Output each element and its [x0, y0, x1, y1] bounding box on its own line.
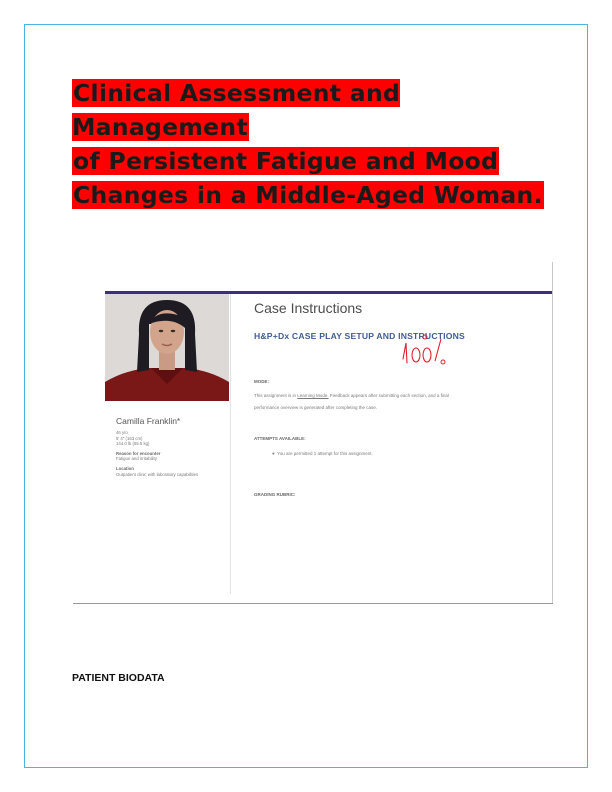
case-heading: Case Instructions: [254, 300, 363, 316]
patient-name: Camilla Franklin*: [116, 416, 181, 426]
location-value: Outpatient clinic with laboratory capabilities: [116, 471, 199, 477]
mode-label: MODE:: [254, 379, 269, 384]
title-line-3: Changes in a Middle-Aged Woman.: [73, 181, 543, 209]
attempts-item: ● You are permitted 1 attempt for this assignment.: [272, 451, 373, 456]
handwritten-score-annotation: [399, 329, 449, 375]
embedded-screenshot: [73, 262, 553, 604]
patient-info: [116, 416, 226, 477]
grading-label: GRADING RUBRIC:: [254, 492, 296, 497]
panel-divider: [230, 294, 231, 594]
reason-label: Reason for encounter: [116, 450, 161, 456]
patient-weight: 144.0 lb (65.5 kg): [116, 441, 150, 447]
document-title: [72, 76, 552, 212]
learning-mode-link[interactable]: Learning Mode.: [297, 393, 329, 398]
patient-height: 5' 4" (163 cm): [116, 435, 143, 441]
mode-text: This assignment is in Learning Mode. Feedback appears after submitting each section, and a final: [254, 393, 449, 398]
reason-value: Fatigue and irritability: [116, 456, 157, 462]
location-label: Location: [116, 465, 134, 471]
patient-portrait: [105, 294, 229, 401]
section-label: PATIENT BIODATA: [72, 672, 165, 684]
attempts-label: ATTEMPTS AVAILABLE:: [254, 436, 306, 441]
title-line-2: of Persistent Fatigue and Mood: [73, 147, 499, 175]
patient-age: 46 y/o: [116, 430, 128, 435]
case-instructions: [254, 300, 544, 497]
case-subheading: H&P+Dx CASE PLAY SETUP AND INSTRUCTIONS: [254, 331, 465, 341]
bullet-icon: ●: [272, 451, 275, 456]
mode-text-line-2: performance overview is generated after completing the case.: [254, 405, 378, 410]
title-line-1: Clinical Assessment and Management: [72, 79, 401, 141]
